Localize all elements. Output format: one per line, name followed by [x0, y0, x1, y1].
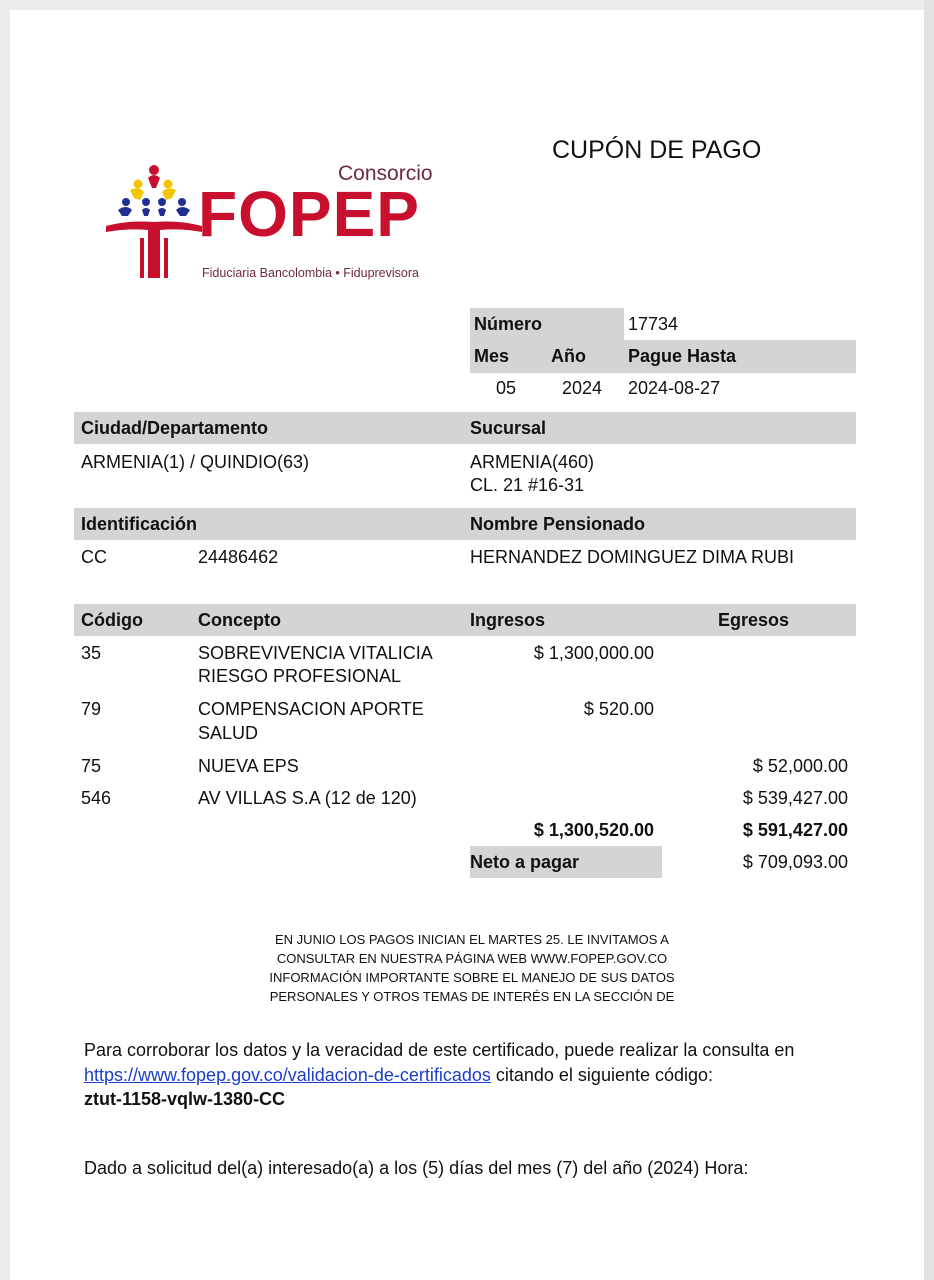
concepto-header: Concepto [198, 610, 281, 630]
table-row-concepto: SOBREVIVENCIA VITALICIA [198, 643, 433, 663]
verification-after-link: citando el siguiente código: [490, 1065, 714, 1085]
neto-a-pagar-label: Neto a pagar [470, 852, 580, 872]
fopep-emblem-icon [98, 158, 208, 288]
table-row-codigo: 35 [81, 643, 102, 663]
payment-notice [210, 930, 734, 1006]
table-row-concepto: COMPENSACION APORTE [198, 699, 424, 719]
anio-value: 2024 [562, 378, 603, 398]
total-ingresos: $ 1,300,520.00 [533, 820, 654, 840]
ciudad-label: Ciudad/Departamento [81, 418, 269, 438]
id-type: CC [81, 547, 107, 567]
numero-value: 17734 [628, 314, 679, 334]
verification-code: ztut-1158-vqlw-1380-CC [84, 1089, 286, 1109]
anio-label: Año [551, 346, 586, 366]
table-row-egresos: $ 539,427.00 [742, 788, 848, 808]
page-edge-shadow [924, 0, 934, 1280]
nombre-pensionado-value: HERNANDEZ DOMINGUEZ DIMA RUBI [470, 547, 795, 567]
sucursal-line1: ARMENIA(460) [470, 452, 595, 472]
pague-hasta-label: Pague Hasta [628, 346, 737, 366]
logo-fiduciaria-text: Fiduciaria Bancolombia • Fiduprevisora [202, 266, 419, 280]
sucursal-line2: CL. 21 #16-31 [470, 475, 585, 495]
table-row-codigo: 75 [81, 756, 102, 776]
egresos-header: Egresos [718, 610, 790, 630]
table-row-concepto: AV VILLAS S.A (12 de 120) [198, 788, 417, 808]
codigo-header: Código [81, 610, 143, 630]
document-page [10, 10, 924, 1280]
identificacion-label: Identificación [81, 514, 198, 534]
numero-label: Número [474, 314, 543, 334]
issue-date-text: Dado a solicitud del(a) interesado(a) a los (5) días del mes (7) del año (2024) Hora: [84, 1158, 749, 1178]
mes-label: Mes [474, 346, 510, 366]
nombre-pensionado-label: Nombre Pensionado [470, 514, 646, 534]
notice-line: CONSULTAR EN NUESTRA PÁGINA WEB WWW.FOPEP.GOV.CO [276, 951, 668, 966]
notice-line: EN JUNIO LOS PAGOS INICIAN EL MARTES 25. LE INVITAMOS A [275, 932, 669, 947]
table-row-codigo: 79 [81, 699, 102, 719]
table-row-concepto-cont: RIESGO PROFESIONAL [198, 666, 402, 686]
mes-value: 05 [496, 378, 517, 398]
id-number: 24486462 [198, 547, 279, 567]
verification-text: Para corroborar los datos y la veracidad de este certificado, puede realizar la consulta en [84, 1040, 795, 1060]
ciudad-value: ARMENIA(1) / QUINDIO(63) [81, 452, 310, 472]
table-row-ingresos: $ 520.00 [583, 699, 654, 719]
total-egresos: $ 591,427.00 [742, 820, 848, 840]
logo-fopep-text: FOPEP [198, 178, 420, 250]
verification-link-line [84, 1065, 713, 1086]
pague-hasta-value: 2024-08-27 [628, 378, 721, 398]
sucursal-label: Sucursal [470, 418, 547, 438]
notice-line: PERSONALES Y OTROS TEMAS DE INTERÉS EN LA SECCIÓN DE [269, 989, 675, 1004]
notice-line: INFORMACIÓN IMPORTANTE SOBRE EL MANEJO DE SUS DATOS [269, 970, 675, 985]
ingresos-header: Ingresos [470, 610, 546, 630]
logo-consorcio-text: Consorcio [338, 162, 433, 185]
neto-a-pagar-value: $ 709,093.00 [742, 852, 848, 872]
table-row-codigo: 546 [81, 788, 112, 808]
table-row-egresos: $ 52,000.00 [752, 756, 848, 776]
table-row-ingresos: $ 1,300,000.00 [533, 643, 654, 663]
table-row-concepto: NUEVA EPS [198, 756, 299, 776]
table-row-concepto-cont: SALUD [198, 723, 259, 743]
validation-link[interactable]: https://www.fopep.gov.co/validacion-de-certificados [84, 1065, 491, 1085]
page-title: CUPÓN DE PAGO [552, 136, 762, 164]
